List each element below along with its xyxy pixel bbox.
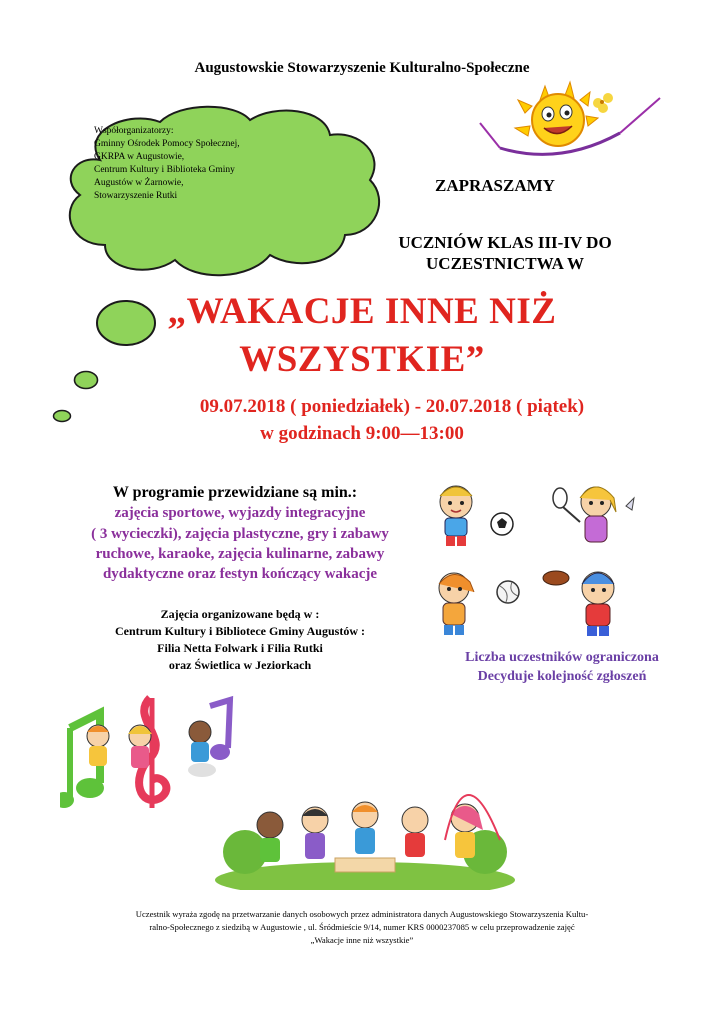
kid-volleyball-icon [439,573,474,635]
co-organizers-line: Stowarzyszenie Rutki [94,191,178,201]
kid-rugby-icon [543,571,614,636]
notice-line: Decyduje kolejność zgłoszeń [477,669,647,684]
invite-target-line: UCZESTNICTWA W [426,254,584,273]
kid-icon [352,802,378,854]
soccer-ball-icon [491,513,513,535]
co-organizers-text [94,125,304,203]
event-hours: w godzinach 9:00—13:00 [260,423,464,444]
invite-heading: ZAPRASZAMY [435,176,555,195]
volleyball-icon [497,581,519,603]
flower-icon [593,93,613,113]
music-kids-illustration [60,688,240,823]
notice-line: Liczba uczestników ograniczona [465,650,659,665]
event-title: WSZYSTKIE” [239,339,485,380]
co-organizers-line: GKRPA w Augustowie, [94,152,185,162]
co-organizers-line: Współorganizatorzy: [94,126,174,136]
kids-sports-illustration [420,476,650,641]
kid-football-icon [440,486,472,546]
event-title: „WAKACJE INNE NIŻ [167,291,557,332]
consent-line: ralno-Społecznego z siedzibą w Augustowie , ul. Śródmieście 9/14, numer KRS 0000237085 w celu przeprowadzenie zajęć [149,922,575,932]
program-line: ruchowe, karaoke, zajęcia kulinarne, zabawy [95,546,385,562]
event-dates: 09.07.2018 ( poniedziałek) - 20.07.2018 ( piątek) [199,396,585,417]
co-organizers-line: Augustów w Żarnowie, [94,178,184,188]
playing-kids-illustration [215,770,515,890]
kid-badminton-icon [553,487,634,542]
kid-icon [128,725,152,768]
kid-icon [302,807,328,859]
co-organizers-line: Centrum Kultury i Biblioteka Gminy [94,165,235,175]
music-note-icon [210,700,230,760]
sun-hammock-illustration [470,78,670,168]
co-organizers-line: Gminny Ośrodek Pomocy Społecznej, [94,139,240,149]
program-heading: W programie przewidziane są min.: [112,484,358,501]
kid-icon [87,725,109,766]
organizer-title: Augustowskie Stowarzyszenie Kulturalno-Społeczne [194,60,530,76]
location-line: Filia Netta Folwark i Filia Rutki [157,641,323,655]
location-line: Centrum Kultury i Bibliotece Gminy Augustów : [114,624,365,638]
kid-icon [402,807,428,857]
location-line: Zajęcia organizowane będą w : [160,607,320,621]
program-line: ( 3 wycieczki), zajęcia plastyczne, gry i zabawy [91,526,389,542]
program-line: zajęcia sportowe, wyjazdy integracyjne [114,505,366,521]
consent-line: Uczestnik wyraża zgodę na przetwarzanie danych osobowych przez administratora danych Augustowskiego Stowarzyszenia Kultu- [135,909,589,919]
program-line: dydaktyczne oraz festyn kończący wakacje [102,566,378,582]
invite-target-line: UCZNIÓW KLAS III-IV DO [398,233,612,252]
location-line: oraz Świetlica w Jeziorkach [168,658,312,672]
consent-line: „Wakacje inne niż wszystkie” [310,935,414,945]
